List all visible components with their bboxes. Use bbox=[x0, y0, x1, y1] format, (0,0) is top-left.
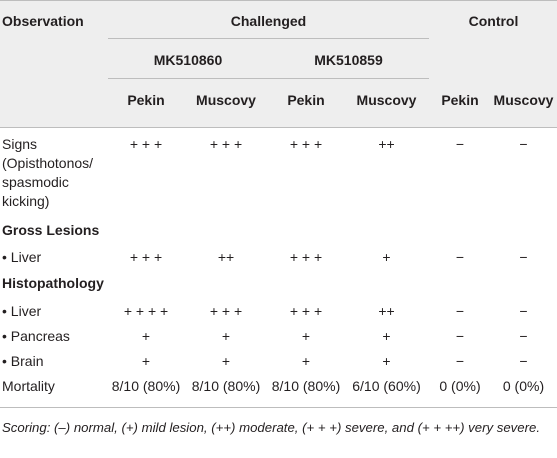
top-rule bbox=[0, 0, 557, 1]
row-label-pancreas: • Pancreas bbox=[2, 328, 70, 344]
table-cell: ++ bbox=[378, 136, 395, 152]
table-cell: + bbox=[141, 328, 151, 344]
table-cell: ++ bbox=[217, 249, 235, 265]
table-cell: + bbox=[221, 353, 231, 369]
table-cell: + bbox=[301, 353, 311, 369]
row-label-signs: (Opisthotonos/ bbox=[2, 155, 94, 171]
table-cell: − bbox=[455, 136, 465, 152]
table-cell: + + + + bbox=[123, 303, 169, 319]
table-cell: + bbox=[382, 353, 391, 369]
table-cell: + + + bbox=[129, 249, 163, 265]
table-cell: − bbox=[519, 136, 528, 152]
row-label-signs: spasmodic bbox=[2, 174, 69, 190]
row-label-mortality: Mortality bbox=[2, 378, 55, 394]
table-cell: + + + bbox=[289, 136, 323, 152]
row-label-liver: • Liver bbox=[2, 303, 42, 319]
table-cell: ++ bbox=[378, 303, 395, 319]
table-cell: − bbox=[455, 303, 465, 319]
table-cell: + + + bbox=[289, 303, 323, 319]
table-cell: 8/10 (80%) bbox=[111, 378, 181, 394]
table-cell: + + + bbox=[209, 303, 243, 319]
table-cell: − bbox=[455, 353, 465, 369]
table-cell: − bbox=[519, 353, 528, 369]
subheader-pekin: Pekin bbox=[441, 92, 479, 108]
table-cell: 0 (0%) bbox=[502, 378, 545, 394]
row-label-liver: • Liver bbox=[2, 249, 42, 265]
subheader-pekin: Pekin bbox=[287, 92, 325, 108]
table-cell: + + + bbox=[129, 136, 163, 152]
table-bottom-rule bbox=[0, 407, 557, 408]
table-cell: − bbox=[519, 249, 528, 265]
header-control: Control bbox=[468, 13, 519, 29]
strain-underline bbox=[108, 78, 429, 79]
section-gross-lesions: Gross Lesions bbox=[2, 222, 100, 238]
header-challenged: Challenged bbox=[230, 13, 307, 29]
subheader-pekin: Pekin bbox=[127, 92, 165, 108]
header-observation: Observation bbox=[2, 13, 84, 29]
subheader-muscovy: Muscovy bbox=[493, 92, 554, 108]
table-cell: 8/10 (80%) bbox=[271, 378, 341, 394]
row-label-signs: Signs bbox=[2, 136, 38, 152]
header-strain-mk510859: MK510859 bbox=[314, 52, 383, 68]
table-cell: + + + bbox=[289, 249, 323, 265]
table-cell: − bbox=[519, 303, 528, 319]
table-cell: + bbox=[382, 328, 391, 344]
table-cell: − bbox=[519, 328, 528, 344]
table-cell: + bbox=[301, 328, 311, 344]
table-cell: − bbox=[455, 328, 465, 344]
header-bottom-rule bbox=[0, 127, 557, 128]
subheader-muscovy: Muscovy bbox=[196, 92, 256, 108]
table-cell: + bbox=[382, 249, 391, 265]
table-footnote: Scoring: (–) normal, (+) mild lesion, (++) moderate, (+ + +) severe, and (+ + ++) very severe. bbox=[2, 420, 540, 435]
subheader-muscovy: Muscovy bbox=[356, 92, 417, 108]
table-cell: + bbox=[221, 328, 231, 344]
table-cell: − bbox=[455, 249, 465, 265]
table-cell: 0 (0%) bbox=[439, 378, 481, 394]
table-cell: + bbox=[141, 353, 151, 369]
section-histopathology: Histopathology bbox=[2, 275, 104, 291]
row-label-brain: • Brain bbox=[2, 353, 44, 369]
table-cell: 8/10 (80%) bbox=[191, 378, 261, 394]
header-strain-mk510860: MK510860 bbox=[153, 52, 223, 68]
row-label-signs: kicking) bbox=[2, 193, 50, 209]
table-cell: + + + bbox=[209, 136, 243, 152]
table-cell: 6/10 (60%) bbox=[352, 378, 421, 394]
challenged-underline bbox=[108, 38, 429, 39]
